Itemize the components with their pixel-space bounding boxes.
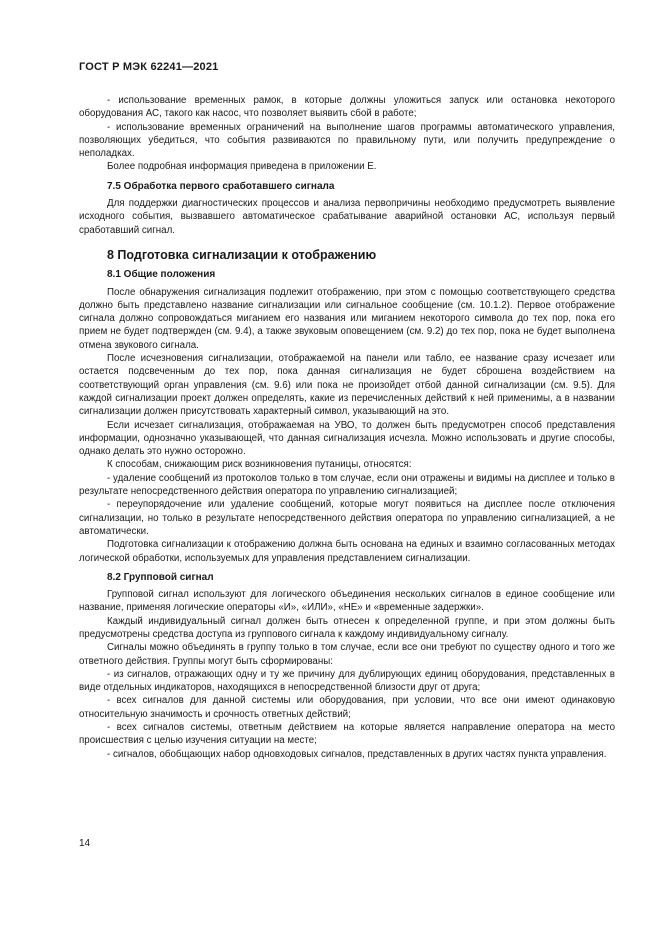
paragraph: - использование временных рамок, в которые должны уложиться запуск или остановка некоторого оборудования АС, такого как насос, что позволяет выявить сбой в работе;: [79, 95, 615, 120]
paragraph: Сигналы можно объединять в группу только в том случае, если все они требуют по существу одного и того же ответного действия. Группы могут быть сформированы:: [79, 642, 615, 667]
list-item: - переупорядочение или удаление сообщений, которые могут появиться на дисплее после отключения сигнализации, но только в результате непосредственного действия оператора по управлению сигнализацией, а не автоматически.: [79, 499, 615, 537]
paragraph: Групповой сигнал используют для логического объединения нескольких сигналов в единое сообщение или название, применяя логические операторы «И», «ИЛИ», «НЕ» и «временные задержки».: [79, 589, 615, 614]
section-heading-8-1: 8.1 Общие положения: [107, 269, 216, 281]
section-heading-8: 8 Подготовка сигнализации к отображению: [107, 247, 377, 262]
paragraph: Для поддержки диагностических процессов и анализа первопричины необходимо предусмотреть выявление исходного события, вызвавшего автоматическое срабатывание аварийной остановки АС, используя первый сработавший сигнал.: [79, 198, 615, 236]
page-number: 14: [79, 838, 91, 849]
list-item: - всех сигналов для данной системы или оборудования, при условии, что все они имеют одинаковую относительную значимость и срочность ответных действий;: [79, 695, 615, 720]
paragraph: После исчезновения сигнализации, отображаемой на панели или табло, ее название сразу исчезает или остается подсвеченным до тех пор, пока данная сигнализация не будет сброшена воздействием на соответствующий орган управления (см. 9.6) или пока не произойдет отбой данной сигнализации (см. 9.5). Для каждой сигнализации проект должен определять, какие из перечисленных действий к ней применимы, а в названии сигнализации должен присутствовать характерный символ, указывающий на это.: [79, 353, 615, 418]
paragraph: Подготовка сигнализации к отображению должна быть основана на единых и взаимно согласованных методах логической обработки, используемых для управления представлением сигнализации.: [79, 539, 615, 564]
paragraph: Более подробная информация приведена в приложении Е.: [107, 161, 377, 173]
paragraph: К способам, снижающим риск возникновения путаницы, относятся:: [107, 459, 412, 471]
paragraph: После обнаружения сигнализация подлежит отображению, при этом с помощью соответствующего средства должно быть представлено название сигнализации или сигнальное сообщение (см. 10.1.2). Первое отображение сигнала должно сопровождаться миганием его названия или миганием некоторого символа до тех пор, пока его прием не будет подтвержден (см. 9.4), а также звуковым оповещением (см. 9.2) до тех пор, пока не будет выполнена отмена звукового сигнала.: [79, 286, 615, 351]
section-heading-8-2: 8.2 Групповой сигнал: [107, 571, 214, 583]
paragraph: Каждый индивидуальный сигнал должен быть отнесен к определенной группе, и при этом должны быть предусмотрены средства доступа из группового сигнала к каждому индивидуальному сигналу.: [79, 615, 615, 640]
paragraph: - использование временных ограничений на выполнение шагов программы автоматического управления, позволяющих убедиться, что события развиваются по правильному пути, или получить предупреждение о неполадках.: [79, 121, 615, 160]
section-heading-7-5: 7.5 Обработка первого сработавшего сигнала: [107, 180, 335, 192]
document-body: [79, 94, 615, 761]
list-item: - из сигналов, отражающих одну и ту же причину для дублирующих единиц оборудования, представленных в виде отдельных индикаторов, находящихся в непосредственной близости друг от друга;: [79, 668, 615, 694]
list-item: - всех сигналов системы, ответным действием на которые является направление оператора на место происшествия с целью изучения ситуации на месте;: [79, 722, 615, 747]
list-item: - сигналов, обобщающих набор одновходовых сигналов, представленных в других частях пункта управления.: [107, 748, 607, 760]
document-header: ГОСТ Р МЭК 62241—2021: [79, 61, 219, 73]
paragraph: Если исчезает сигнализация, отображаемая на УВО, то должен быть предусмотрен способ представления информации, однозначно указывающей, что данная сигнализация исчезла. Можно использовать и другие способы, однако делать это нужно осторожно.: [79, 419, 615, 458]
list-item: - удаление сообщений из протоколов только в том случае, если они отражены и видимы на дисплее и только в результате непосредственного действия оператора по управлению сигнализацией;: [79, 472, 615, 498]
